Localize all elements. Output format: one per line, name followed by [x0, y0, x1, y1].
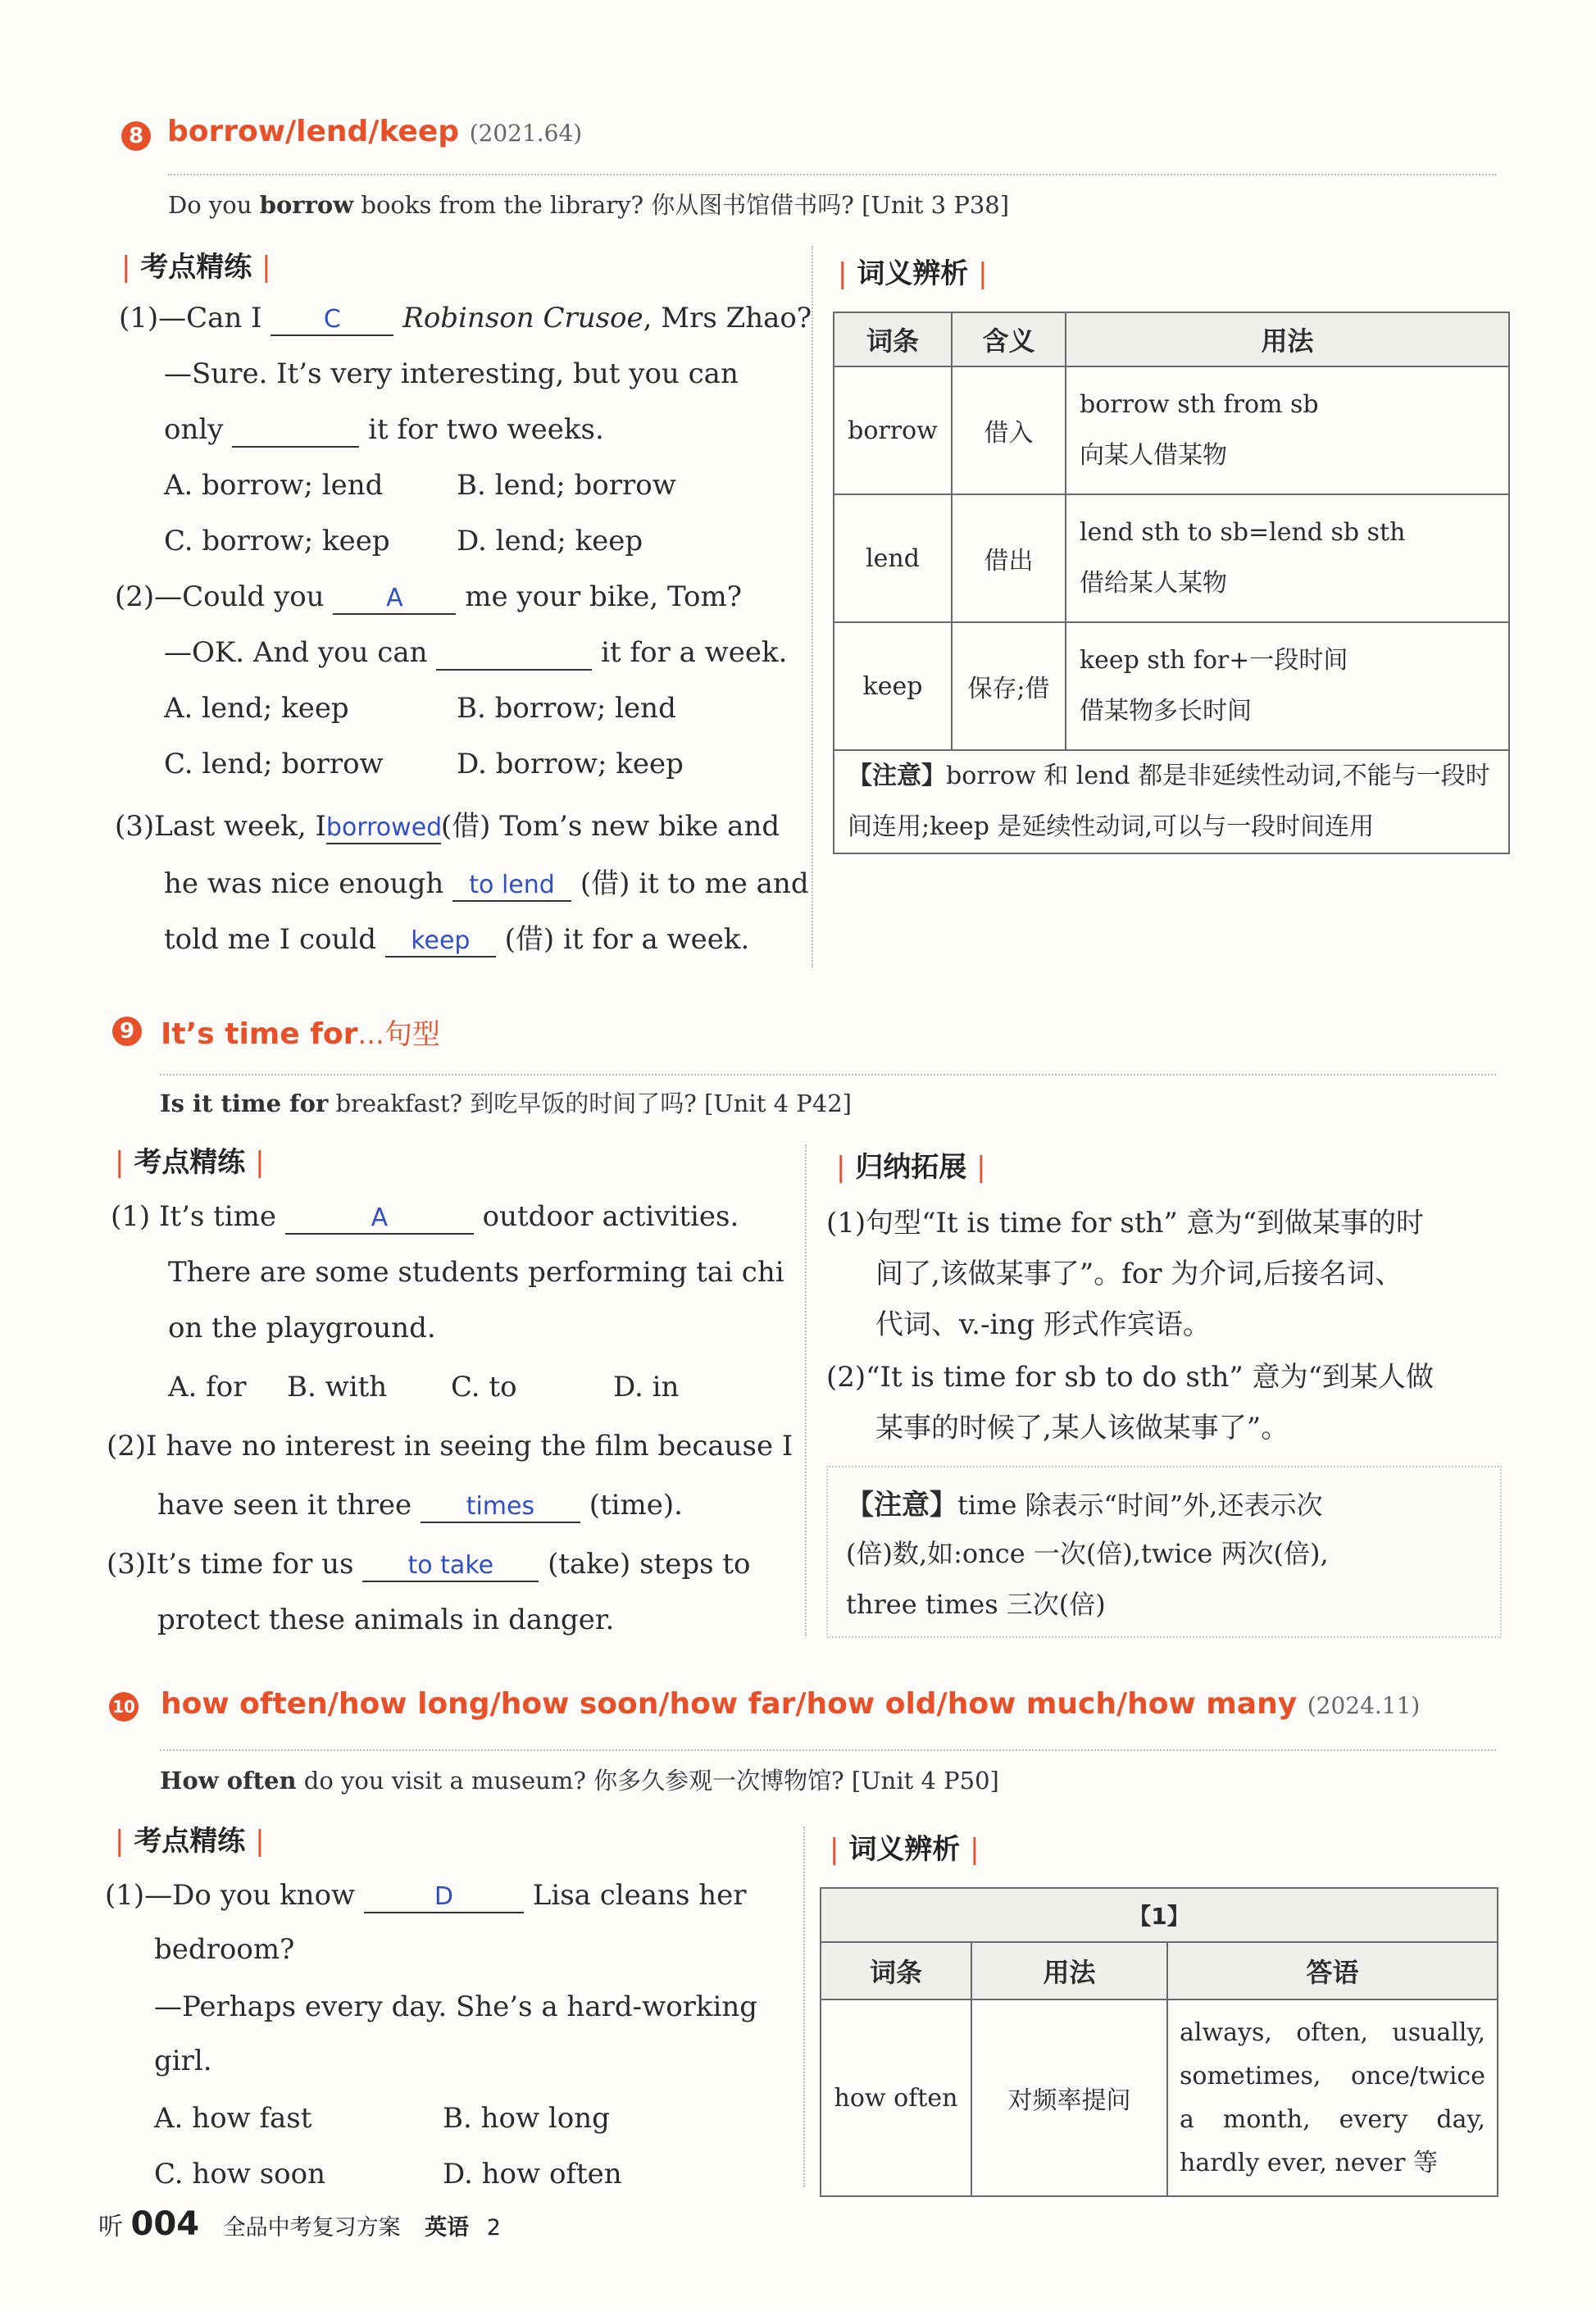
- note-label: 【注意】: [846, 1489, 957, 1522]
- answer-blank: [232, 413, 359, 448]
- option-c: C. lend; borrow: [164, 748, 384, 780]
- option-d: D. how often: [443, 2158, 622, 2190]
- answer-blank: A: [333, 580, 456, 615]
- option-d: D. lend; keep: [457, 525, 643, 557]
- answer-blank: D: [364, 1879, 524, 1913]
- question-line: protect these animals in danger.: [157, 1604, 615, 1636]
- option-d: D. in: [613, 1371, 680, 1403]
- practice-label: | 考点精练 |: [121, 251, 271, 284]
- practice-label: | 考点精练 |: [115, 1146, 265, 1179]
- question-line: (1)—Do you know D Lisa cleans her: [105, 1879, 747, 1912]
- question-line: There are some students performing tai chi: [168, 1256, 784, 1289]
- option-b: B. with: [287, 1371, 388, 1403]
- note-line: (倍)数,如:once 一次(倍),twice 两次(倍),: [846, 1538, 1329, 1569]
- volume: 2: [486, 2215, 501, 2240]
- summary-line: 间了,该做某事了”。for 为介词,后接名词、: [875, 1258, 1403, 1290]
- question-line: (2)—Could you A me your bike, Tom?: [115, 580, 742, 613]
- question-line: —Perhaps every day. She’s a hard-working: [154, 1990, 758, 2023]
- section-number-badge: 9: [112, 1017, 142, 1046]
- question-line: (1) It’s time A outdoor activities.: [111, 1200, 739, 1233]
- exam-year: (2021.64): [469, 120, 583, 147]
- summary-line: 代词、v.-ing 形式作宾语。: [875, 1308, 1211, 1341]
- practice-label: | 考点精练 |: [115, 1825, 265, 1858]
- page-number: 004: [130, 2205, 200, 2243]
- question-line: —Sure. It’s very interesting, but you can: [164, 357, 739, 390]
- question-line: —OK. And you can it for a week.: [164, 636, 788, 669]
- table-header: 词条: [834, 312, 952, 366]
- question-line: (3)It’s time for us to take (take) steps to: [107, 1548, 751, 1581]
- answer-blank: C: [271, 302, 393, 336]
- answer-blank: [436, 636, 592, 671]
- answer-blank: borrowed: [326, 810, 441, 844]
- answer-blank: keep: [385, 923, 496, 958]
- table-header: 词条: [821, 1942, 971, 1999]
- section-title: [167, 115, 582, 148]
- summary-label: | 归纳拓展 |: [836, 1151, 986, 1184]
- word-analysis-table: [820, 1887, 1498, 2197]
- column-divider: [805, 1144, 807, 1636]
- option-a: A. lend; keep: [164, 692, 349, 725]
- exam-year: (2024.11): [1307, 1692, 1421, 1719]
- option-c: C. borrow; keep: [164, 525, 390, 557]
- section-title: [161, 1687, 1420, 1721]
- table-row: lend 借出 lend sth to sb=lend sb sth 借给某人某物: [834, 494, 1509, 622]
- note-line: three times 三次(倍): [846, 1589, 1106, 1620]
- table-caption: 【1】: [821, 1888, 1498, 1942]
- question-line: only it for two weeks.: [164, 413, 604, 446]
- option-c: C. how soon: [154, 2158, 325, 2190]
- question-line: he was nice enough to lend (借) it to me and: [164, 867, 809, 900]
- column-divider: [803, 1827, 805, 2187]
- section-title-text: It’s time for: [161, 1017, 358, 1051]
- dotted-divider: [160, 1749, 1496, 1751]
- section-title-text: borrow/lend/keep: [167, 115, 460, 148]
- table-header: 含义: [952, 312, 1066, 366]
- analysis-label: | 词义辨析 |: [830, 1833, 980, 1866]
- book-title: 全品中考复习方案: [223, 2215, 401, 2240]
- section-number-badge: 10: [109, 1692, 139, 1722]
- option-b: B. how long: [443, 2102, 610, 2135]
- table-header: 答语: [1167, 1942, 1498, 1999]
- question-line: bedroom?: [154, 1933, 295, 1966]
- section-title-suffix: ...句型: [357, 1018, 440, 1051]
- question-line: have seen it three times (time).: [157, 1489, 683, 1522]
- dotted-divider: [168, 174, 1496, 175]
- table-row: borrow 借入 borrow sth from sb 向某人借某物: [834, 366, 1509, 494]
- answer-blank: to take: [362, 1548, 539, 1582]
- question-line: on the playground.: [168, 1312, 436, 1344]
- option-a: A. how fast: [154, 2102, 312, 2135]
- summary-line: 某事的时候了,某人该做某事了”。: [875, 1412, 1289, 1444]
- section-number-badge: 8: [121, 121, 151, 151]
- question-line: girl.: [154, 2045, 212, 2077]
- option-a: A. for: [168, 1371, 247, 1403]
- word-analysis-table: [833, 312, 1510, 854]
- footer: [98, 2205, 501, 2243]
- option-b: B. lend; borrow: [457, 469, 676, 502]
- summary-line: (1)句型“It is time for sth” 意为“到做某事的时: [826, 1207, 1424, 1240]
- example-sentence: Is it time for breakfast? 到吃早饭的时间了吗? [Unit 4 P42]: [160, 1090, 852, 1117]
- answer-blank: A: [285, 1200, 474, 1235]
- table-header: 用法: [971, 1942, 1167, 1999]
- option-c: C. to: [451, 1371, 517, 1403]
- summary-line: (2)“It is time for sb to do sth” 意为“到某人做: [826, 1361, 1434, 1394]
- option-b: B. borrow; lend: [457, 692, 676, 725]
- table-row: how often 对频率提问 always, often, usually, sometimes, once/twice a month, every day, hardly ever, never 等: [821, 1999, 1498, 2196]
- section-title: [161, 1012, 440, 1052]
- listen-mark: 听: [98, 2213, 123, 2241]
- dotted-divider: [160, 1074, 1496, 1076]
- question-line: (3)Last week, Iborrowed(借) Tom’s new bike and: [115, 810, 780, 843]
- question-line: (2)I have no interest in seeing the film because I: [107, 1430, 793, 1463]
- table-row: keep 保存;借 keep sth for+一段时间 借某物多长时间: [834, 622, 1509, 750]
- section-title-text: how often/how long/how soon/how far/how old/how much/how many: [161, 1687, 1298, 1721]
- option-d: D. borrow; keep: [457, 748, 684, 780]
- note-line: time 除表示“时间”外,还表示次: [957, 1490, 1323, 1521]
- question-line: told me I could keep (借) it for a week.: [164, 923, 750, 956]
- question-line: (1)—Can I C Robinson Crusoe, Mrs Zhao?: [119, 302, 812, 334]
- analysis-label: | 词义辨析 |: [838, 257, 988, 290]
- note-box: [826, 1466, 1502, 1638]
- answer-blank: times: [421, 1489, 580, 1523]
- option-a: A. borrow; lend: [164, 469, 384, 502]
- answer-blank: to lend: [452, 867, 571, 902]
- example-sentence: How often do you visit a museum? 你多久参观一次博物馆? [Unit 4 P50]: [160, 1767, 999, 1795]
- example-sentence: Do you borrow books from the library? 你从图书馆借书吗? [Unit 3 P38]: [168, 191, 1010, 219]
- table-note-row: 【注意】borrow 和 lend 都是非延续性动词,不能与一段时间连用;keep 是延续性动词,可以与一段时间连用: [834, 750, 1509, 853]
- table-header: 用法: [1066, 312, 1509, 366]
- column-divider: [812, 246, 813, 967]
- subject: 英语: [425, 2215, 470, 2240]
